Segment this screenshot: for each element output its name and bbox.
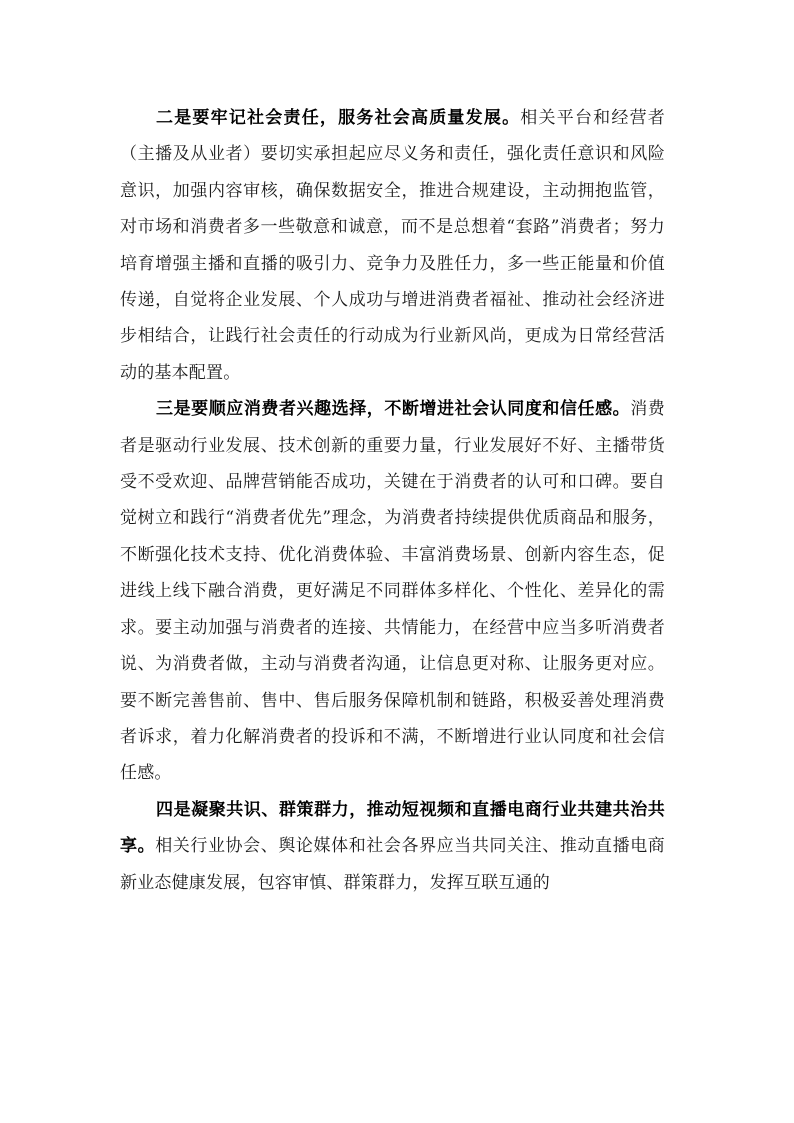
paragraph-body: 消费者是驱动行业发展、技术创新的重要力量，行业发展好不好、主播带货受不受欢迎、品牌营销能否成功，关键在于消费者的认可和口碑。要自觉树立和践行“消费者优先”理念，为消费者持续提供优质商品和服务，不断强化技术支持、优化消费体验、丰富消费场景、创新内容生态，促进线上线下融合消费，更好满足不同群体多样化、个性化、差异化的需求。要主动加强与消费者的连接、共情能力，在经营中应当多听消费者说、为消费者做，主动与消费者沟通，让信息更对称、让服务更对应。要不断完善售前、售中、售后服务保障机制和链路，积极妥善处理消费者诉求，着力化解消费者的投诉和不满，不断增进行业认同度和社会信任感。: [120, 399, 665, 784]
paragraph-lead: 二是要牢记社会责任，服务社会高质量发展。: [156, 108, 521, 128]
paragraph-body: 相关平台和经营者（主播及从业者）要切实承担起应尽义务和责任，强化责任意识和风险意识，加强内容审核，确保数据安全，推进合规建设，主动拥抱监管，对市场和消费者多一些敬意和诚意，而不是总想着“套路”消费者；努力培育增强主播和直播的吸引力、竞争力及胜任力，多一些正能量和价值传递，自觉将企业发展、个人成功与增进消费者福祉、推动社会经济进步相结合，让践行社会责任的行动成为行业新风尚，更成为日常经营活动的基本配置。: [120, 108, 665, 383]
paragraph-lead: 三是要顺应消费者兴趣选择，不断增进社会认同度和信任感。: [156, 399, 631, 420]
document-page: [120, 100, 665, 901]
paragraph-lead: 四是凝聚共识、群策群力，推动短视频和直播电商行业共建共治共享。: [120, 799, 665, 857]
paragraph-consumer-choice: [120, 391, 665, 791]
paragraph-body: 相关行业协会、舆论媒体和社会各界应当共同关注、推动直播电商新业态健康发展，包容审慎、群策群力，发挥互联互通的: [120, 836, 665, 893]
paragraph-consensus: [120, 792, 665, 901]
paragraph-responsibility: [120, 100, 665, 391]
